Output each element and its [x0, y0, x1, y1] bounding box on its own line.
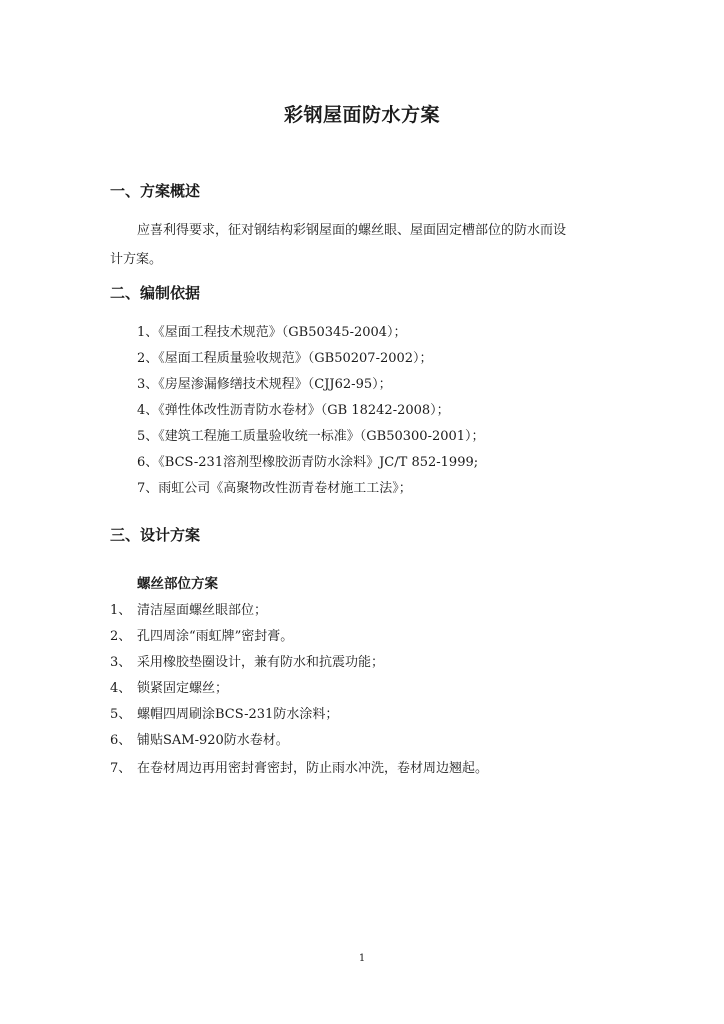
reference-item: 2、《屋面工程质量验收规范》（GB50207-2002）；: [137, 351, 433, 366]
section3-heading: 三、设计方案: [110, 526, 201, 544]
step-number: 6、: [110, 733, 132, 748]
step-text: 铺贴SAM-920防水卷材。: [137, 733, 289, 748]
step-text: 孔四周涂“雨虹牌”密封膏。: [137, 629, 294, 644]
reference-item: 5、《建筑工程施工质量验收统一标准》（GB50300-2001）；: [137, 429, 485, 444]
step-text: 采用橡胶垫圈设计，兼有防水和抗震功能；: [137, 655, 385, 670]
section1-paragraph-line2: 计方案。: [110, 252, 163, 267]
page-number: 1: [358, 953, 366, 964]
step-text: 清洁屋面螺丝眼部位；: [137, 603, 268, 618]
step-number: 2、: [110, 629, 132, 644]
step-number: 7、: [110, 761, 132, 776]
reference-item: 3、《房屋渗漏修缮技术规程》（CJJ62-95）；: [137, 377, 392, 392]
step-text: 在卷材周边再用密封膏密封，防止雨水冲洗，卷材周边翘起。: [137, 761, 489, 776]
section2-heading: 二、编制依据: [110, 284, 201, 302]
section1-paragraph-line1: 应喜利得要求，征对钢结构彩钢屋面的螺丝眼、屋面固定槽部位的防水而设: [137, 223, 567, 238]
step-number: 1、: [110, 603, 132, 618]
step-number: 3、: [110, 655, 132, 670]
step-number: 5、: [110, 707, 132, 722]
section3-subheading: 螺丝部位方案: [137, 576, 218, 592]
step-number: 4、: [110, 681, 132, 696]
step-text: 螺帽四周刷涂BCS-231防水涂料；: [137, 707, 339, 722]
reference-item: 7、雨虹公司《高聚物改性沥青卷材施工工法》；: [137, 481, 412, 496]
step-text: 锁紧固定螺丝；: [137, 681, 229, 696]
document-title: 彩钢屋面防水方案: [283, 104, 440, 126]
reference-item: 4、《弹性体改性沥青防水卷材》（GB 18242-2008）；: [137, 403, 450, 418]
reference-item: 6、《BCS-231溶剂型橡胶沥青防水涂料》JC/T 852-1999;: [137, 455, 479, 470]
section1-heading: 一、方案概述: [110, 182, 201, 200]
reference-item: 1、《屋面工程技术规范》（GB50345-2004）；: [137, 325, 407, 340]
